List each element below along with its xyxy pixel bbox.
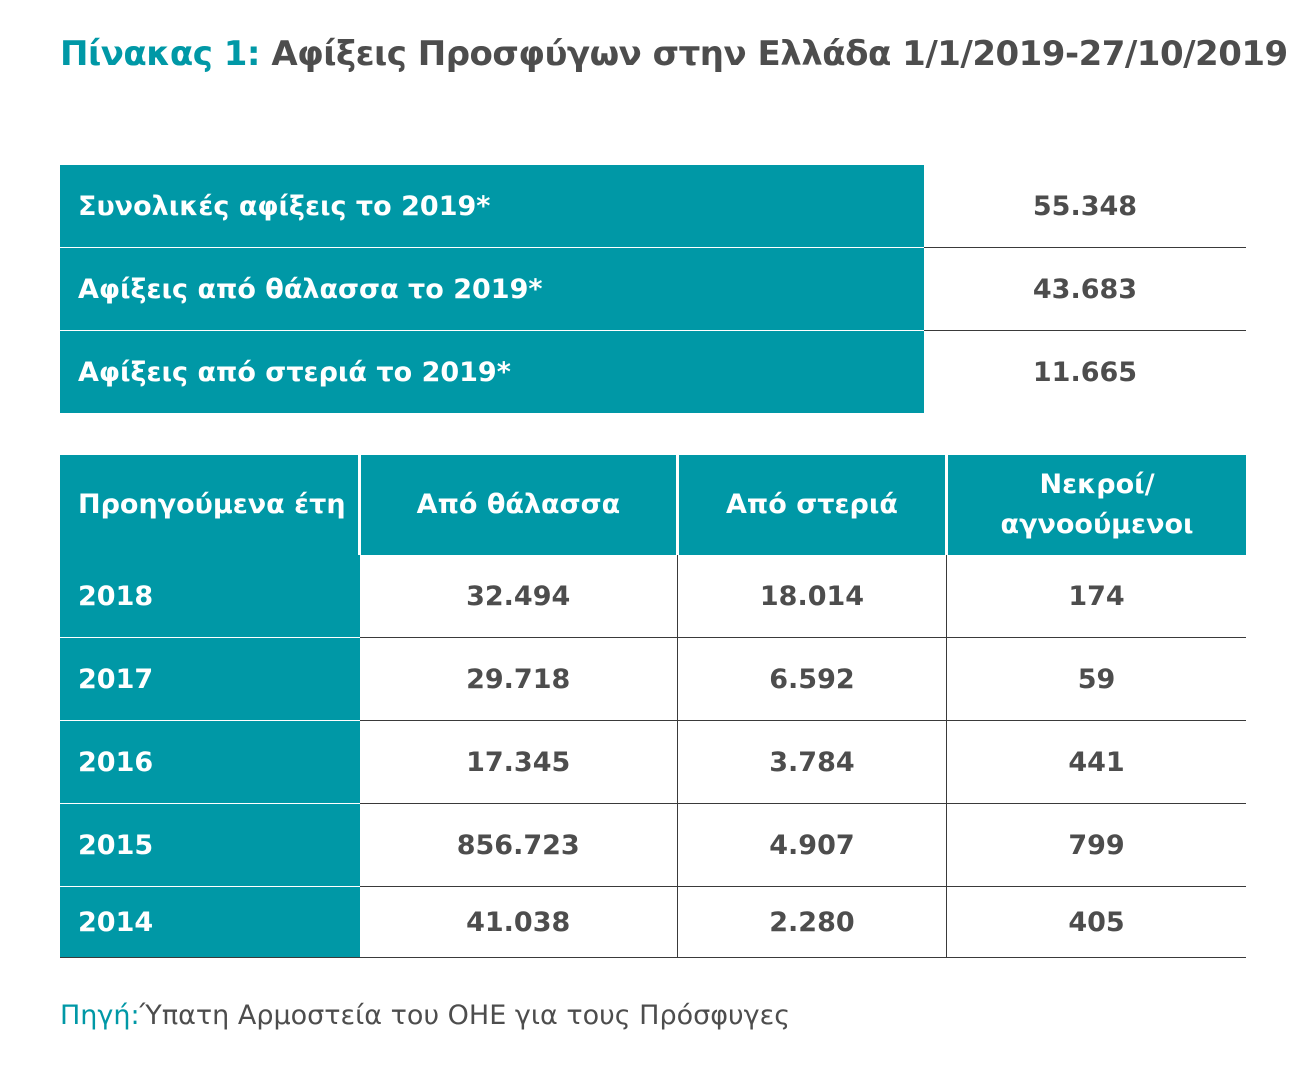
- summary-row-total: [60, 165, 1246, 248]
- sea-cell: 29.718: [360, 638, 678, 721]
- summary-row-land: [60, 331, 1246, 414]
- history-header-row: [60, 455, 1246, 555]
- page-title: [60, 34, 1288, 74]
- sea-cell: 856.723: [360, 804, 678, 887]
- title-label: Πίνακας 1:: [60, 34, 260, 74]
- table-row: [60, 721, 1246, 804]
- summary-value: 11.665: [1032, 356, 1138, 388]
- sea-cell: 32.494: [360, 555, 678, 638]
- dead-cell: 441: [947, 721, 1246, 804]
- summary-value: 55.348: [924, 165, 1246, 248]
- dead-cell: 174: [947, 555, 1246, 638]
- source-text: Ύπατη Αρμοστεία του ΟΗΕ για τους Πρόσφυγες: [139, 1000, 791, 1031]
- header-dead-line1: Νεκροί/: [1039, 469, 1155, 500]
- summary-table: [60, 165, 1246, 413]
- table-row: [60, 887, 1246, 958]
- table-row: [60, 804, 1246, 887]
- header-years: Προηγούμενα έτη: [60, 455, 360, 555]
- land-cell: 3.784: [677, 721, 946, 804]
- land-cell: 6.592: [677, 638, 946, 721]
- header-land: Από στεριά: [677, 455, 946, 555]
- table-row: [60, 638, 1246, 721]
- header-sea: Από θάλασσα: [360, 455, 678, 555]
- summary-label: Συνολικές αφίξεις το 2019*: [60, 165, 924, 248]
- header-dead: [947, 455, 1246, 555]
- sea-cell: 17.345: [360, 721, 678, 804]
- land-cell: 4.907: [677, 804, 946, 887]
- summary-row-sea: [60, 248, 1246, 331]
- land-cell: 2.280: [677, 887, 946, 958]
- source-note: [60, 1000, 790, 1031]
- table-row: [60, 555, 1246, 638]
- summary-label: Αφίξεις από θάλασσα το 2019*: [60, 248, 924, 331]
- year-cell: 2015: [60, 804, 360, 887]
- dead-cell: 799: [947, 804, 1246, 887]
- year-cell: 2018: [60, 555, 360, 638]
- summary-label: Αφίξεις από στεριά το 2019*: [60, 331, 924, 414]
- history-table: [60, 455, 1246, 958]
- title-text: Αφίξεις Προσφύγων στην Ελλάδα 1/1/2019-27/10/2019: [271, 34, 1288, 74]
- year-cell: 2014: [60, 887, 360, 958]
- dead-cell: 59: [947, 638, 1246, 721]
- source-label: Πηγή:: [60, 1000, 140, 1031]
- sea-cell: 41.038: [360, 887, 678, 958]
- summary-value: 43.683: [924, 248, 1246, 331]
- year-cell: 2016: [60, 721, 360, 804]
- dead-cell: 405: [947, 887, 1246, 958]
- header-dead-line2: αγνοούμενοι: [1000, 509, 1194, 540]
- land-cell: 18.014: [677, 555, 946, 638]
- year-cell: 2017: [60, 638, 360, 721]
